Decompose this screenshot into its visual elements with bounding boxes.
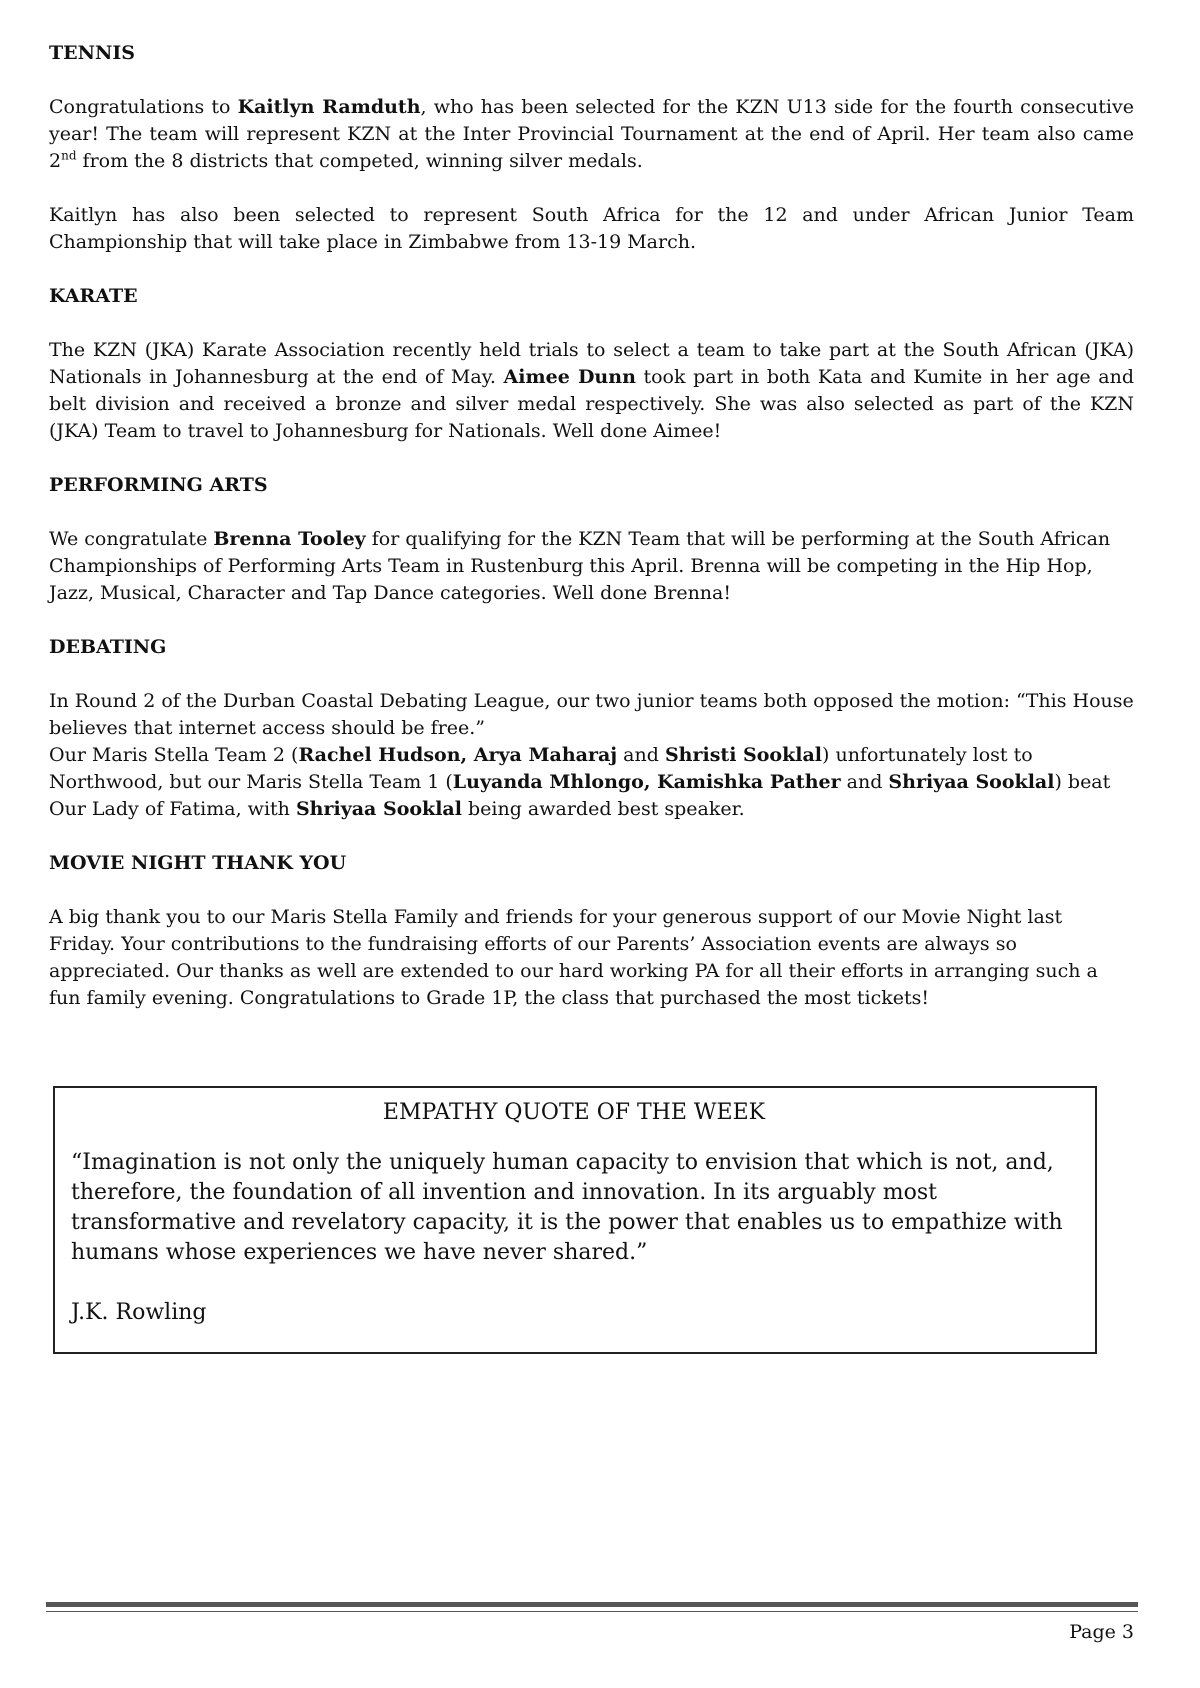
movie-night-heading: MOVIE NIGHT THANK YOU bbox=[49, 852, 347, 874]
movie-night-paragraph: A big thank you to our Maris Stella Family and friends for your generous support of our Movie Night last Friday. Your contributions to the fundraising efforts of our Parents’ Association events are always so appreciated. Our thanks as well are extended to our hard working PA for all their efforts in arranging such a fun family evening. Congratulations to Grade 1P, the class that purchased the most tickets! bbox=[49, 906, 1098, 1009]
quote-box-title: EMPATHY QUOTE OF THE WEEK bbox=[382, 1100, 766, 1125]
tennis-paragraph-2: Kaitlyn has also been selected to represent South Africa for the 12 and under African Junior Team Championship that will take place in Zimbabwe from 13-19 March. bbox=[49, 204, 1134, 253]
best-speaker-name: Shriyaa Sooklal bbox=[295, 798, 462, 820]
debating-paragraph-2: Our Maris Stella Team 2 (Rachel Hudson, Arya Maharaj and Shristi Sooklal) unfortunately lost to Northwood, but our Maris Stella Team 1 (Luyanda Mhlongo, Kamishka Pather and Shriyaa Sooklal) beat Our Lady of Fatima, with Shriyaa Sooklal being awarded best speaker. bbox=[49, 744, 1111, 820]
team-2-names: Rachel Hudson, Arya Maharaj bbox=[298, 744, 618, 766]
team-1-names: Luyanda Mhlongo, Kamishka Pather bbox=[452, 771, 841, 793]
performing-arts-paragraph: We congratulate Brenna Tooley for qualifying for the KZN Team that will be performing at the South African Championships of Performing Arts Team in Rustenburg this April. Brenna will be competing in the Hip Hop, Jazz, Musical, Character and Tap Dance categories. Well done Brenna! bbox=[49, 528, 1111, 604]
quote-text: “Imagination is not only the uniquely human capacity to envision that which is not, and, therefore, the foundation of all invention and innovation. In its arguably most transformative and revelatory capacity, it is the power that enables us to empathize with humans whose experiences we have never shared.” bbox=[71, 1150, 1063, 1265]
debating-heading: DEBATING bbox=[49, 636, 167, 658]
empathy-quote-box bbox=[53, 1086, 1097, 1354]
student-name-brenna-tooley: Brenna Tooley bbox=[213, 528, 366, 550]
footer-rule-thin bbox=[46, 1611, 1138, 1612]
karate-paragraph: The KZN (JKA) Karate Association recently held trials to select a team to take part at the South African (JKA) Nationals in Johannesburg at the end of May. Aimee Dunn took part in both Kata and Kumite in her age and belt division and received a bronze and silver medal respectively. She was also selected as part of the KZN (JKA) Team to travel to Johannesburg for Nationals. Well done Aimee! bbox=[49, 339, 1135, 442]
tennis-paragraph-1: Congratulations to Kaitlyn Ramduth, who has been selected for the KZN U13 side for the fourth consecutive year! The team will represent KZN at the Inter Provincial Tournament at the end of April. Her team also came 2nd from the 8 districts that competed, winning silver medals. bbox=[49, 96, 1134, 172]
tennis-heading: TENNIS bbox=[49, 42, 135, 64]
team-2-name-shristi: Shristi Sooklal bbox=[664, 744, 822, 766]
team-1-name-shriyaa: Shriyaa Sooklal bbox=[888, 771, 1055, 793]
page-number: Page 3 bbox=[1069, 1621, 1134, 1643]
performing-arts-heading: PERFORMING ARTS bbox=[49, 474, 268, 496]
footer-rule-thick bbox=[46, 1602, 1138, 1607]
debating-paragraph-1: In Round 2 of the Durban Coastal Debating League, our two junior teams both opposed the motion: “This House believes that internet access should be free.” bbox=[49, 690, 1134, 739]
student-name-kaitlyn-ramduth: Kaitlyn Ramduth bbox=[237, 96, 421, 118]
student-name-aimee-dunn: Aimee Dunn bbox=[503, 366, 636, 388]
newsletter-page-body bbox=[49, 40, 1134, 1039]
quote-author: J.K. Rowling bbox=[71, 1300, 207, 1325]
karate-heading: KARATE bbox=[49, 285, 138, 307]
